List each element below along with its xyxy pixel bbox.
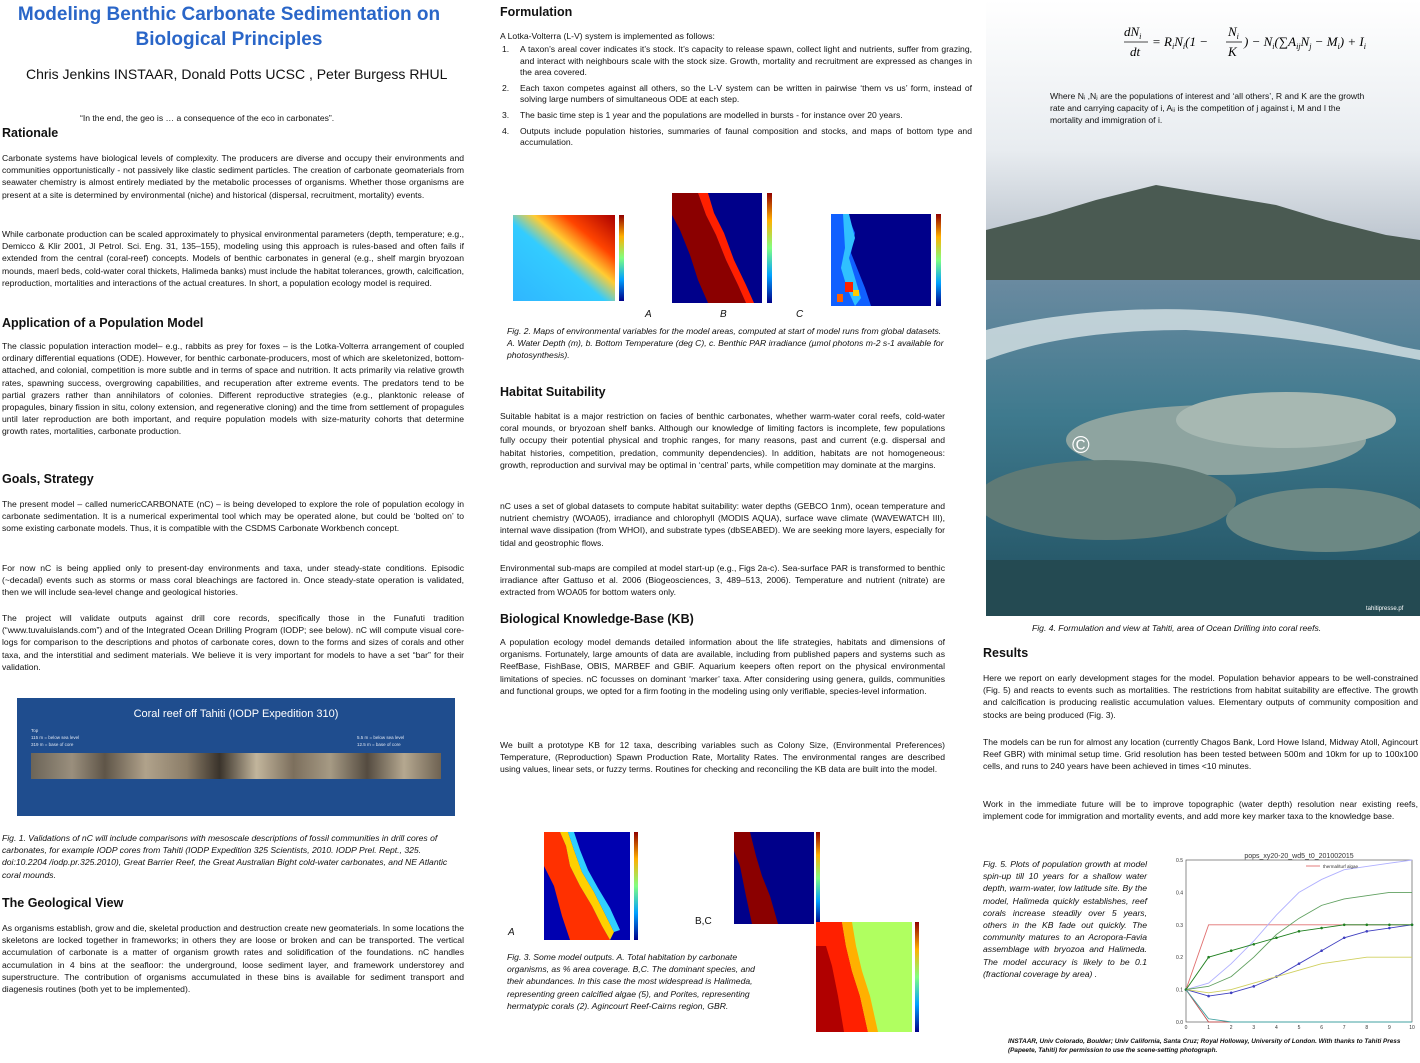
formulation-item: 4. Outputs include population histories, summaries of faunal composition and stocks, and maps of bottom type and accumulation. <box>502 125 972 148</box>
geological-heading: The Geological View <box>2 896 124 910</box>
photo-credit: tahitipresse.pf <box>1366 606 1404 612</box>
x-tick-label: 7 <box>1342 1025 1346 1031</box>
series-point <box>1320 927 1323 930</box>
x-tick-label: 0 <box>1184 1025 1188 1031</box>
acknowledgements: INSTAAR, Univ Colorado, Boulder; Univ California, Santa Cruz; Royal Holloway, University of London. With thanks to Tahiti Press (Papeete, Tahiti) for permission to use the scene-setting photograph. <box>1008 1038 1401 1054</box>
fig3-label-a: A <box>508 927 515 938</box>
application-paragraph: The classic population interaction model– e.g., rabbits as prey for foxes – is the Lotka-Volterra arrangement of coupled ordinary differential equations (ODE). However, for benthic carbonate-producers, most of which are skeletonized, bottom-attached, and colonial, competition is more subtle and in terms of space and nutrition. It acts primarily via relative growth rates, spawning success, overgrowing capabilities, and recuperation after extreme events. The predators tend to be partial grazers rather than annihilators of colonies. Different reproductive strategies (e.g., planktonic release of propagules, binary fission in situ, colony extension, and regenerative cloning) and the time from settlement of propagules until later reproduction are both important, and require population models with size-maturity cohorts that determine growth rates, mortalities, carbonate production. <box>2 341 464 437</box>
svg-text:) − Ni(∑AijNj − Mi) + Ii: ) − $N_i(\sum A_{ij}N_j - M_i) + I_i$ <box>1244 34 1366 51</box>
core-note-left-1: Top <box>31 728 39 733</box>
core-figure-title: Coral reef off Tahiti (IODP Expedition 310) <box>133 708 339 720</box>
series-point <box>1366 930 1369 933</box>
x-tick-label: 9 <box>1388 1025 1391 1031</box>
fig5-caption: Fig. 5. Plots of population growth at model spin-up till 10 years for a shallow water depth, warm-water, low latitude site. By the model, Halimeda quickly establishes, reef corals increase steadily over 5 years, others in the KB fade out quickly. The community matures to an Acropora-Favia assemblage with bryozoa and Halimeda. The model accuracy is likely to be 0.1 (fractional coverage by area) . <box>983 859 1147 979</box>
legend-label: thermal/turf algae <box>1323 864 1359 869</box>
series-point <box>1207 956 1210 959</box>
series-point <box>1275 936 1278 939</box>
fig2-label-c: C <box>796 309 804 320</box>
series-point <box>1366 924 1369 927</box>
fig2b-temperature-map <box>668 185 783 305</box>
habitat-heading: Habitat Suitability <box>500 385 606 399</box>
equation-explanation: Where Nᵢ ,Nⱼ are the populations of interest and ‘all others’, R and K are the growth rate and carrying capacity of i, Aᵢⱼ is the competition of j against i, M and I the mortality and immigration of i. <box>1050 91 1365 126</box>
series-point <box>1298 962 1301 965</box>
population-chart-svg <box>1150 852 1420 1032</box>
series-point <box>1230 992 1233 995</box>
fig3-caption: Fig. 3. Some model outputs. A. Total habitation by carbonate organisms, as % area coverage. B,C. The dominant species, and their abundances. In this case the most widespread is Halimeda, representing green calcified algae (5), and Porites, representing hermatypic corals (2). Agincourt Reef-Cairns region, GBR. <box>507 952 755 1011</box>
core-note-right-1: 5.5 m = below sea level <box>357 735 405 740</box>
copyright-icon: © <box>1072 432 1090 459</box>
habitat-paragraph-2: nC uses a set of global datasets to compute habitat suitability: water depths (GEBCO 1nm), ocean temperature and nutrient chemistry (WOA05), irradiance and chlorophyll (MODIS AQUA), surface wave climate (WAVEWATCH III), internal wave dissipation (from WHOI), and substrate types (dbSEABED). We are seeking more layers, especially for tidal and geostrophic flows. <box>500 501 945 548</box>
series-point <box>1207 995 1210 998</box>
x-tick-label: 6 <box>1320 1025 1323 1031</box>
chart-title: pops_xy20-20_wd5_t0_201002015 <box>1244 853 1354 860</box>
series-point <box>1343 936 1346 939</box>
y-tick-label: 0.0 <box>1176 1020 1183 1026</box>
goals-paragraph-2: For now nC is being applied only to present-day environments and taxa, under steady-state conditions. Episodic (~decadal) events such as storms or mass coral bleachings are factored in. Once steady-state operation is validated, then we will include sea-level change and geological histories. <box>2 563 464 598</box>
lotka-volterra-equation <box>1124 24 1374 69</box>
y-tick-label: 0.5 <box>1176 858 1183 864</box>
fig5-population-chart <box>1150 852 1420 1032</box>
svg-text:dNi: $dN_i$ <box>1124 24 1142 41</box>
series-point <box>1253 985 1256 988</box>
goals-heading: Goals, Strategy <box>2 472 94 486</box>
formulation-item: 3. The basic time step is 1 year and the populations are modelled in bursts - for instance over 20 years. <box>502 109 903 120</box>
core-note-left-2: 115 m = below sea level <box>31 735 80 740</box>
y-tick-label: 0.4 <box>1176 890 1183 897</box>
fig3a-habitation-map <box>540 826 640 946</box>
authors: Chris Jenkins INSTAAR, Donald Potts UCSC , Peter Burgess RHUL <box>26 66 448 82</box>
series-point <box>1388 924 1391 927</box>
series-point <box>1320 949 1323 952</box>
application-heading: Application of a Population Model <box>2 316 204 330</box>
y-tick-label: 0.2 <box>1176 955 1183 962</box>
formulation-list <box>500 44 972 153</box>
svg-text:Ni: $N_i$ <box>1228 24 1239 41</box>
svg-text:dt: dt <box>1130 44 1141 59</box>
series-point <box>1298 930 1301 933</box>
fig1-caption: Fig. 1. Validations of nC will include comparisons with mesoscale descriptions of fossil communities in drill cores of carbonates, for example IODP cores from Tahiti (IODP Expedition 325 Scientists, 2010. IODP Prel. Rept., 325. doi:10.2204 /iodp.pr.325.2010), Great Barrier Reef, the Great Australian Bight cold-water carbonates, and NE Atlantic coral mounds. <box>2 833 448 880</box>
rationale-paragraph-1: Carbonate systems have biological levels of complexity. The producers are diverse and occupy their environments and communities opportunistically - not passively like clastic sediment particles. The creation of carbonate geomaterials from seawater chemistry is almost entirely mediated by the metabolic processes of organisms. Whether those organisms are present at a site is determined by environmental (niche) and historical (dispersal, recruitment, mortality) events. <box>2 153 464 200</box>
drill-core-photo <box>31 753 441 779</box>
fig2-label-b: B <box>720 309 727 320</box>
results-paragraph-1: Here we report on early development stages for the model. Population behavior appears to be well-constrained (Fig. 5) and reacts to events such as mortalities. The restrictions from habitat suitability are effective. The growth and calcification is producing realistic accumulation values. Elementary outputs of community composition and stocks are being produced (Fig. 3). <box>983 673 1418 720</box>
formulation-item: 1. A taxon’s areal cover indicates it’s stock. It’s capacity to release spawn, collect light and nutrients, suffer from grazing, and interact with neighbours scale with the stock size. Growth, mortality and recruitment are expressed as changes in the area covered. <box>502 44 972 78</box>
fig3c-abundance-map <box>812 916 922 1036</box>
series-point <box>1388 927 1391 930</box>
epigraph-quote: “In the end, the geo is … a consequence of the eco in carbonates”. <box>80 113 335 123</box>
kb-paragraph-1: A population ecology model demands detailed information about the life strategies, habitats and dimensions of organisms. Fortunately, large amounts of data are available, including from published papers and systems such as ReefBase, FishBase, OBIS, MARBEF and GBIF. Aquarium keepers often report on the physical environmental limitations of species. nC focusses on dominant ‘marker’ taxa. After considering using genera, guilds, communities and functional groups, we opted for a firm footing in the modeling using only verifiable, species-level information. <box>500 637 945 696</box>
habitat-paragraph-1: Suitable habitat is a major restriction on facies of benthic carbonates, whether warm-water coral reefs, cold-water coral mounds, or bryozoan shelf banks. Although our knowledge of limiting factors is incomplete, few populations fully occupy their potential physical and trophic ranges, for many reasons, past and current (e.g. dispersal and habitat histories, competition, predation, community dependencies). In addition, habitats are not homogeneous: growth, reproduction and survival may be optimal in ‘central’ parts, while competition may dominate at the margins. <box>500 411 945 470</box>
series-point <box>1343 924 1346 927</box>
fig3-label-bc: B,C <box>695 916 712 927</box>
core-figure <box>17 698 455 816</box>
x-tick-label: 1 <box>1207 1025 1210 1031</box>
x-tick-label: 2 <box>1229 1025 1233 1031</box>
fig2a-depth-map <box>505 205 635 305</box>
kb-paragraph-2: We built a prototype KB for 12 taxa, describing variables such as Colony Size, (Environmental Preferences) Temperature, (Reproduction) Spawn Production Rate, Mortality Rates. The environmental ranges are described using values, linear sets, or fuzzy terms. Routines for checking and reconciling the KB data are built into the model. <box>500 740 945 775</box>
formulation-item: 2. Each taxon competes against all others, so the L-V system can be written in pairwise ‘them vs us’ form, instead of solving large numbers of simultaneous ODE at each step. <box>502 82 972 105</box>
x-tick-label: 10 <box>1409 1025 1415 1031</box>
poster-title: Modeling Benthic Carbonate Sedimentation on Biological Principles <box>17 4 441 50</box>
series-point <box>1230 949 1233 952</box>
geological-paragraph: As organisms establish, grow and die, skeletal production and destruction create new geomaterials. In some locations the skeletons are locked together in frameworks; in others they are loose or broken and can be transported. The vertical accumulation of carbonate is a matter of organism growth rates and solidification of the foundations. nC handles accumulation in 4 bins at the seafloor: the underground, loose sediment layer, and framework understorey and superstructure. The contribution of organisms accumulated in these bins is available for sediment transport and diagenesis routines (both yet to be implemented). <box>2 923 464 995</box>
y-tick-label: 0.1 <box>1176 987 1183 994</box>
fig4-caption: Fig. 4. Formulation and view at Tahiti, area of Ocean Drilling into coral reefs. <box>1032 623 1322 633</box>
fig3b-dominant-species-map <box>732 826 822 926</box>
x-tick-label: 3 <box>1252 1025 1256 1031</box>
plot-frame <box>1186 860 1412 1022</box>
fig2-label-a: A <box>645 309 652 320</box>
x-tick-label: 5 <box>1297 1025 1301 1031</box>
x-tick-label: 8 <box>1365 1025 1369 1031</box>
fig2c-irradiance-map <box>825 208 950 308</box>
series-point <box>1253 943 1256 946</box>
core-note-left-3: 319 m = base of core <box>31 742 74 747</box>
goals-paragraph-3: The project will validate outputs against drill core records, specifically those in the Funafuti tradition (“www.tuvaluislands.com”) and of the Integrated Ocean Drilling Program (IODP; see below). nC will compute visual core-logs for comparison to the descriptions and photos of carbonate cores, down to the forms and sizes of corals and other taxa, and the interstitial and sediment materials. We believe it is very important for models to have a set “bar” for their validation. <box>2 613 464 672</box>
results-paragraph-2: The models can be run for almost any location (currently Chagos Bank, Lord Howe Island, Midway Atoll, Agincourt Reef GBR) with minimal setup time. Grid resolution has been tested between 500m and 10km for up to 100x100 cells, and runs to 240 years have been achieved in times <10 minutes. <box>983 737 1418 772</box>
rationale-heading: Rationale <box>2 126 59 140</box>
core-note-right-2: 12.5 m = base of core <box>357 742 401 747</box>
y-tick-label: 0.3 <box>1176 922 1183 929</box>
x-tick-label: 4 <box>1275 1025 1278 1031</box>
formulation-heading: Formulation <box>500 5 573 19</box>
series-point <box>1411 924 1414 927</box>
kb-heading: Biological Knowledge-Base (KB) <box>500 612 694 626</box>
habitat-paragraph-3: Environmental sub-maps are compiled at model start-up (e.g., Figs 2a-c). Sea-surface PAR is transformed to benthic irradiance after Gattuso et al. 2006 (Biogeosciences, 3, 489–513, 2006). Temperature and nutrient (nitrate) are extracted from WOA05 for bottom waters only. <box>500 563 945 598</box>
rationale-paragraph-2: While carbonate production can be scaled approximately to physical environmental parameters (depth, temperature; e.g., Demicco & Klir 2001, Jl Petrol. Sci. Eng. 31, 135–155), modeling using this approach is rules-based and often fails if extended from the central (coral-reef) concepts. Models of benthic carbonates in general (e.g., shelf margin bryozoan mounds, maerl beds, cold-water coral thickets, Halimeda banks) must include the habitat tolerances, growth, calcification, reproduction, mortalities and interactions of the actual creatures. In short, a population ecology model is required. <box>2 229 464 288</box>
results-heading: Results <box>983 646 1029 660</box>
svg-text:K: K <box>1228 44 1237 59</box>
results-paragraph-3: Work in the immediate future will be to improve topographic (water depth) resolution near existing reefs, implement code for immigration and mortality events, and add more key marker taxa to the knowledge base. <box>983 799 1418 822</box>
formulation-intro: A Lotka-Volterra (L-V) system is implemented as follows: <box>500 31 715 41</box>
goals-paragraph-1: The present model – called numericCARBONATE (nC) – is being developed to explore the role of population ecology in carbonate sedimentation. It is a numerical experimental tool which may be operated alone, but could be ‘bolted on’ to some existing carbonate models. Thus, it is compatible with the CSDMS Carbonate Workbench concept. <box>2 499 464 534</box>
fig2-caption: Fig. 2. Maps of environmental variables for the model areas, computed at start of model runs from global datasets. A. Water Depth (m), b. Bottom Temperature (deg C), c. Benthic PAR irradiance (µmol photons m-2 s-1 available for photosynthesis). <box>507 326 944 361</box>
svg-text:= RiNi(1 −: = $R_iN_i(1$ − <box>1152 34 1208 51</box>
